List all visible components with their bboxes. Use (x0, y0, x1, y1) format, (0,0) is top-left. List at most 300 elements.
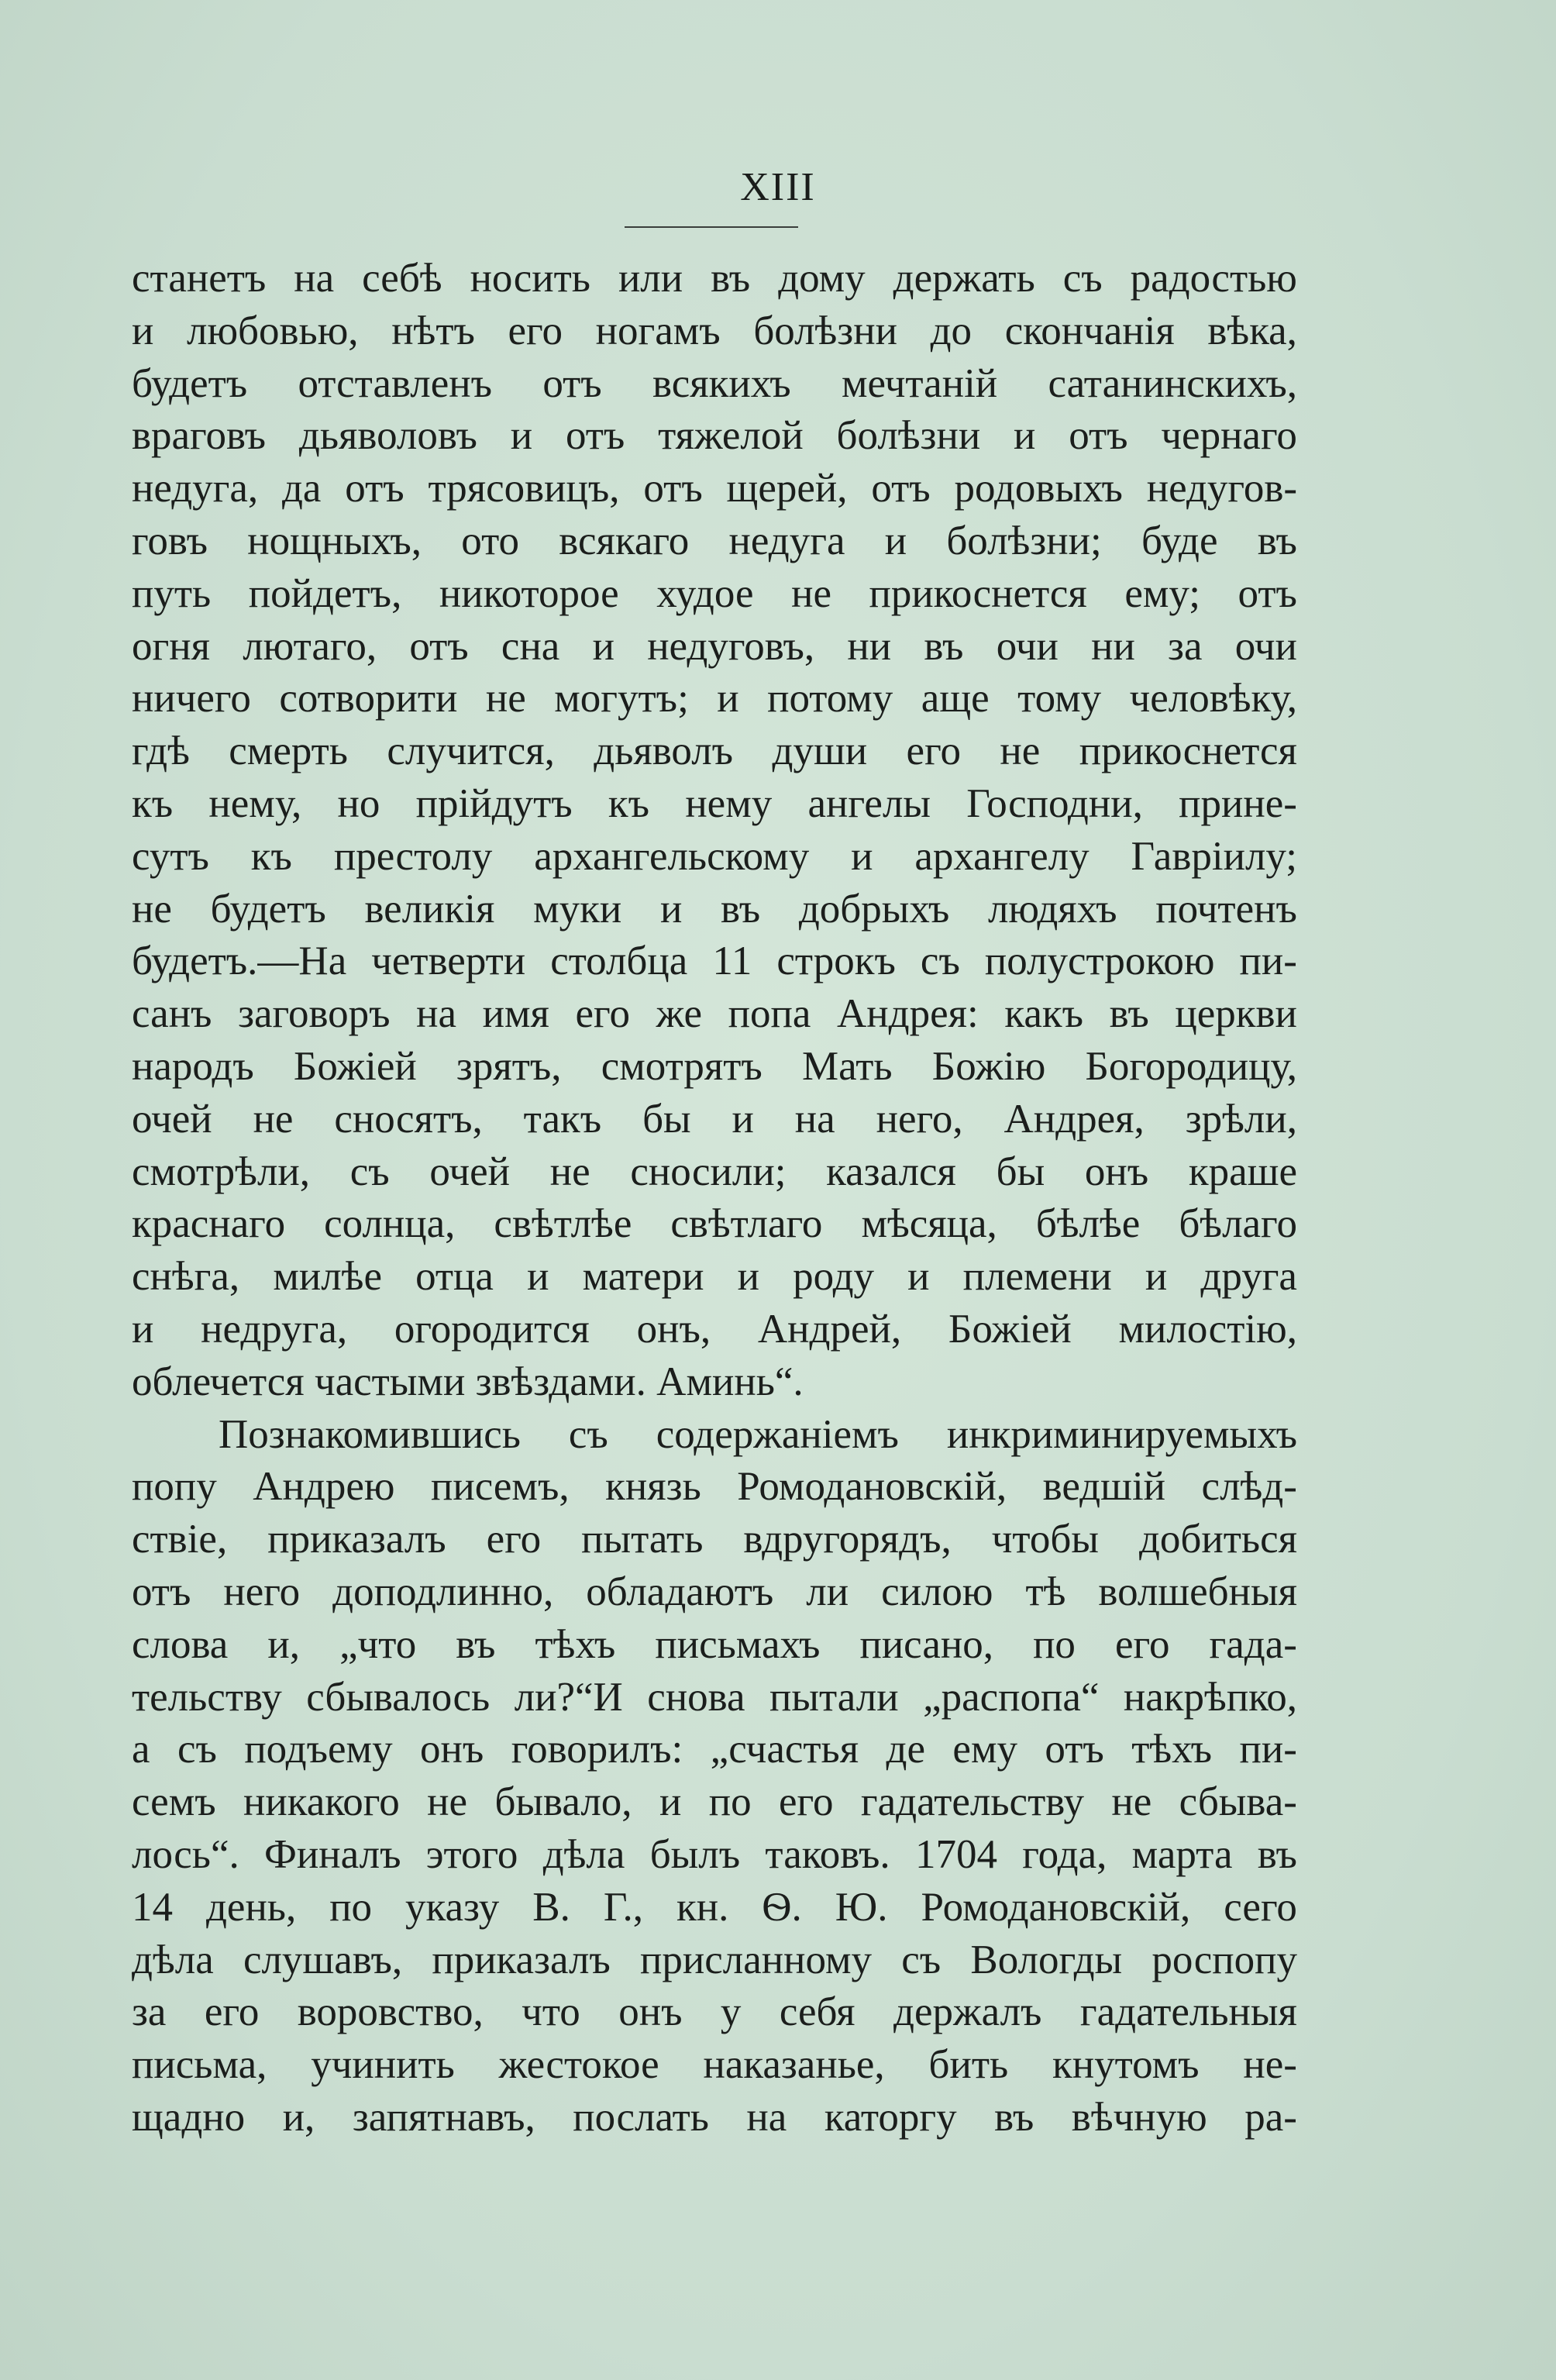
word: въ (711, 256, 751, 301)
word: сбыва- (1179, 1779, 1297, 1825)
word: гада- (1209, 1621, 1297, 1667)
word: краснаго (132, 1201, 286, 1247)
word: слушавъ, (243, 1937, 403, 1982)
word: В. (532, 1884, 570, 1930)
word: письма, (132, 2042, 267, 2088)
word: обладаютъ (586, 1569, 774, 1614)
word: 14 (132, 1884, 173, 1930)
word: отъ (565, 413, 625, 459)
word: муки (533, 886, 622, 932)
word: бѣлѣе (1035, 1201, 1141, 1247)
word: ли?“И (514, 1674, 623, 1720)
text-line (132, 1304, 1297, 1356)
word: бывало, (494, 1779, 632, 1825)
word: на (746, 2094, 787, 2140)
word: а (132, 1727, 150, 1772)
word: Ромодановскій, (737, 1464, 1007, 1510)
word: указу (405, 1884, 500, 1930)
word: людяхъ (987, 886, 1117, 932)
word: отставленъ (298, 360, 493, 406)
word: свѣтлѣе (494, 1201, 632, 1247)
word: тѣ (1025, 1569, 1066, 1614)
word: столбца (550, 939, 688, 984)
word: ему; (1124, 570, 1200, 616)
word: былъ (649, 1831, 741, 1877)
word: его (204, 1989, 260, 2035)
word: всякаго (559, 518, 690, 563)
word: ему (952, 1727, 1017, 1772)
word: волшебныя (1098, 1569, 1297, 1614)
word: зрѣли, (1185, 1096, 1297, 1142)
word: къ (608, 780, 650, 826)
word: князь (605, 1464, 701, 1510)
word: ангелы (807, 780, 931, 826)
word: онъ (1084, 1149, 1149, 1194)
word: по (329, 1884, 373, 1930)
word: Божіей (293, 1043, 417, 1089)
text-line (132, 988, 1297, 1041)
word: таковъ. (765, 1831, 890, 1877)
word: себя (779, 1989, 855, 2035)
word: въ (1257, 518, 1297, 563)
word: его (779, 1779, 834, 1825)
word: держать (893, 256, 1035, 301)
word: души (772, 728, 868, 774)
word: прине- (1179, 780, 1297, 826)
word: почтенъ (1155, 886, 1297, 932)
word: попа (728, 991, 811, 1037)
text-line (132, 1672, 1297, 1724)
word: роспопу (1152, 1937, 1297, 1982)
word: силою (881, 1569, 993, 1614)
word: прикоснется (1079, 728, 1297, 774)
word: краше (1188, 1149, 1297, 1194)
word: чернаго (1161, 413, 1297, 459)
word: 1704 (914, 1831, 997, 1877)
word: „распопа“ (923, 1674, 1100, 1720)
word: съ (568, 1411, 608, 1457)
word: марта (1131, 1831, 1233, 1877)
word: пытали (769, 1674, 899, 1720)
text-line (132, 725, 1297, 778)
word: огородится (394, 1306, 590, 1352)
word: недугов- (1146, 466, 1297, 511)
word: строкъ (776, 939, 896, 984)
word: слова (132, 1621, 229, 1667)
word: не (791, 570, 831, 616)
word: ра- (1244, 2094, 1297, 2140)
word: Вологды (970, 1937, 1123, 1982)
word: казался (826, 1149, 956, 1194)
word: архангелу (914, 833, 1090, 879)
word: ничего (132, 676, 251, 722)
text-line (132, 1146, 1297, 1199)
word: никакого (243, 1779, 400, 1825)
word: гадательству (860, 1779, 1084, 1825)
word: племени (962, 1254, 1112, 1300)
word: или (618, 256, 683, 301)
word: и (132, 1306, 154, 1352)
text-line (132, 621, 1297, 673)
word: не- (1243, 2042, 1297, 2088)
text-line (132, 1356, 1297, 1409)
word: архангельскому (534, 833, 810, 879)
word: Гавріилу; (1131, 833, 1297, 879)
word: недуговъ, (647, 623, 815, 669)
word: „что (339, 1621, 417, 1667)
word: воровство, (297, 1989, 484, 2035)
word: въ (1257, 1831, 1297, 1877)
word: не (549, 1149, 590, 1194)
text-line (132, 253, 1297, 305)
word: какъ (1004, 991, 1084, 1037)
word: накрѣпко, (1123, 1674, 1297, 1720)
word: отъ (871, 466, 931, 511)
word: народъ (132, 1043, 254, 1089)
word: не (132, 886, 172, 932)
word: Ю. (835, 1884, 888, 1930)
word: писемъ, (431, 1464, 570, 1510)
word: аще (921, 676, 990, 722)
word: семъ (132, 1779, 216, 1825)
word: наказанье, (703, 2042, 885, 2088)
word: смотрѣли, (132, 1149, 311, 1194)
word: говорилъ: (511, 1727, 683, 1772)
word: нему (685, 780, 773, 826)
word: на (794, 1096, 835, 1142)
word: мечтаній (841, 360, 998, 406)
word: попу (132, 1464, 217, 1510)
word: подъему (244, 1727, 393, 1772)
word: онъ, (636, 1306, 711, 1352)
text-line (132, 1724, 1297, 1776)
word: кн. (676, 1884, 729, 1930)
word: не (253, 1096, 294, 1142)
word: худое (656, 570, 754, 616)
word: этого (425, 1831, 518, 1877)
word: „счастья (710, 1727, 859, 1772)
word: будетъ (132, 360, 248, 406)
word: слѣд- (1201, 1464, 1297, 1510)
word: потому (767, 676, 893, 722)
word: сутъ (132, 833, 209, 879)
word: гадательныя (1079, 1989, 1297, 2035)
word: очи (996, 623, 1059, 669)
word: него (223, 1569, 301, 1614)
word: жестокое (498, 2042, 659, 2088)
word: нощныхъ, (247, 518, 422, 563)
word: не (485, 676, 526, 722)
word: будетъ (210, 886, 326, 932)
word: смотрятъ (601, 1043, 763, 1089)
word: ведшій (1042, 1464, 1166, 1510)
word: не (427, 1779, 468, 1825)
word: роду (793, 1254, 875, 1300)
word: будетъ.—На (132, 939, 347, 984)
word: нѣтъ (391, 308, 475, 353)
word: отъ (409, 623, 469, 669)
word: ногамъ (595, 308, 721, 353)
word: себѣ (362, 256, 442, 301)
word: же (656, 991, 703, 1037)
word: Ѳ. (762, 1884, 802, 1930)
word: съ (901, 1937, 942, 1982)
word: сна (501, 623, 560, 669)
word: гдѣ (132, 728, 190, 774)
text-line (132, 1882, 1297, 1934)
word: года, (1022, 1831, 1107, 1877)
word: запятнавъ, (352, 2094, 535, 2140)
word: съ (177, 1727, 217, 1772)
word: ни (847, 623, 892, 669)
word: и (592, 623, 614, 669)
word: отъ (1069, 413, 1128, 459)
word: день, (205, 1884, 297, 1930)
word: въ (924, 623, 964, 669)
word: съ (920, 939, 960, 984)
word: 11 (712, 939, 752, 984)
word: къ (132, 780, 174, 826)
word: полустрокою (984, 939, 1215, 984)
word: въ (994, 2094, 1034, 2140)
word: смерть (229, 728, 348, 774)
word: держалъ (893, 1989, 1042, 2035)
text-line (132, 1566, 1297, 1619)
word: бы (996, 1149, 1045, 1194)
word: бить (928, 2042, 1009, 2088)
word: станетъ (132, 256, 267, 301)
word: родовыхъ (954, 466, 1123, 511)
word: него, (876, 1096, 963, 1142)
text-line (132, 1198, 1297, 1251)
word: съ (1062, 256, 1103, 301)
word: по (1033, 1621, 1076, 1667)
word: радостью (1130, 256, 1297, 301)
word: тѣхъ (1131, 1727, 1213, 1772)
word: въ (721, 886, 761, 932)
word: каторгу (824, 2094, 957, 2140)
text-line (132, 515, 1297, 568)
text-line (132, 1094, 1297, 1146)
line-text: облечется частыми звѣздами. Аминь“. (132, 1359, 804, 1404)
text-line (132, 305, 1297, 358)
word: недуга (728, 518, 845, 563)
word: за (1168, 623, 1203, 669)
word: враговъ (132, 413, 267, 459)
word: тельству (132, 1674, 282, 1720)
text-line (132, 935, 1297, 988)
word: пытать (581, 1517, 704, 1562)
word: отъ (643, 466, 703, 511)
word: Ромодановскій, (921, 1884, 1191, 1930)
word: не (1111, 1779, 1152, 1825)
word: письмахъ (655, 1621, 821, 1667)
text-line (132, 2092, 1297, 2144)
text-line (132, 883, 1297, 936)
word: Познакомившись (219, 1411, 521, 1457)
word: и (732, 1096, 754, 1142)
word: болѣзни; (946, 518, 1102, 563)
word: никоторое (439, 570, 619, 616)
body-text (132, 253, 1297, 2144)
word: и (907, 1254, 930, 1300)
page-number: XIII (740, 165, 816, 209)
word: сотворити (279, 676, 458, 722)
word: его (508, 308, 563, 353)
word: матери (582, 1254, 704, 1300)
word: чтобы (991, 1517, 1099, 1562)
word: вѣчную (1071, 2094, 1207, 2140)
word: дьяволъ (594, 728, 734, 774)
word: снѣга, (132, 1254, 240, 1300)
word: бѣлаго (1179, 1201, 1297, 1247)
word: свѣтлаго (670, 1201, 823, 1247)
word: кнутомъ (1052, 2042, 1200, 2088)
word: мѣсяца, (861, 1201, 997, 1247)
word: добиться (1138, 1517, 1297, 1562)
word: его (906, 728, 961, 774)
word: буде (1141, 518, 1218, 563)
word: тяжелой (658, 413, 804, 459)
text-line (132, 1619, 1297, 1672)
text-line (132, 1409, 1297, 1462)
text-line (132, 358, 1297, 411)
text-line (132, 1514, 1297, 1566)
word: Мать (801, 1043, 893, 1089)
word: милѣе (273, 1254, 382, 1300)
word: присланному (640, 1937, 873, 1982)
word: пи- (1239, 1727, 1297, 1772)
word: писано, (859, 1621, 993, 1667)
word: щерей, (726, 466, 848, 511)
word: къ (250, 833, 292, 879)
word: Андрея: (837, 991, 979, 1037)
word: отъ (132, 1569, 191, 1614)
word: не (1000, 728, 1041, 774)
word: щадно (132, 2094, 246, 2140)
word: носить (470, 256, 590, 301)
text-line (132, 568, 1297, 621)
word: онъ (420, 1727, 484, 1772)
word: и (884, 518, 907, 563)
word: очей (429, 1149, 511, 1194)
word: Андрею (253, 1464, 395, 1510)
word: дому (778, 256, 866, 301)
text-line (132, 831, 1297, 883)
word: огня (132, 623, 210, 669)
word: прійдутъ (415, 780, 573, 826)
text-line (132, 673, 1297, 725)
word: ото (461, 518, 520, 563)
word: снова (647, 1674, 745, 1720)
word: сбывалось (306, 1674, 491, 1720)
word: скончанія (1004, 308, 1175, 353)
word: болѣзни (753, 308, 897, 353)
word: и, (267, 1621, 301, 1667)
word: сносили; (630, 1149, 787, 1194)
word: съ (349, 1149, 390, 1194)
word: тѣхъ (535, 1621, 616, 1667)
word: человѣку, (1129, 676, 1297, 722)
word: сатанинскихъ, (1048, 360, 1297, 406)
text-line (132, 1934, 1297, 1987)
word: учинить (311, 2042, 455, 2088)
word: пойдетъ, (248, 570, 402, 616)
word: имя (482, 991, 549, 1037)
word: на (294, 256, 335, 301)
word: прикоснется (869, 570, 1087, 616)
word: вдругорядъ, (743, 1517, 952, 1562)
word: милостію, (1118, 1306, 1297, 1352)
word: четверти (371, 939, 526, 984)
text-line (132, 1776, 1297, 1829)
word: на (416, 991, 457, 1037)
word: вѣка, (1207, 308, 1297, 353)
word: очей (132, 1096, 212, 1142)
word: по (708, 1779, 752, 1825)
word: доподлинно, (332, 1569, 554, 1614)
word: Господни, (966, 780, 1143, 826)
word: могутъ; (554, 676, 689, 722)
word: послать (573, 2094, 709, 2140)
word: и (659, 886, 683, 932)
text-line (132, 778, 1297, 831)
word: санъ (132, 991, 212, 1037)
word: инкриминируемыхъ (946, 1411, 1297, 1457)
word: такъ (523, 1096, 602, 1142)
word: содержаніемъ (656, 1411, 899, 1457)
word: добрыхъ (798, 886, 950, 932)
text-line (132, 410, 1297, 463)
word: всякихъ (652, 360, 791, 406)
word: въ (1109, 991, 1149, 1037)
word: ни (1091, 623, 1135, 669)
word: сносятъ, (334, 1096, 483, 1142)
word: онъ (618, 1989, 683, 2035)
word: сего (1224, 1884, 1297, 1930)
word: трясовицъ, (428, 466, 620, 511)
word: и (737, 1254, 759, 1300)
word: ствіе, (132, 1517, 228, 1562)
word: Божіей (948, 1306, 1072, 1352)
word: Богородицу, (1085, 1043, 1297, 1089)
word: и (1014, 413, 1036, 459)
word: отъ (1045, 1727, 1104, 1772)
text-line (132, 1041, 1297, 1094)
word: приказалъ (267, 1517, 446, 1562)
word: нему, (208, 780, 302, 826)
text-line (132, 463, 1297, 515)
word: бы (642, 1096, 691, 1142)
word: лютаго, (243, 623, 377, 669)
word: недруга, (201, 1306, 348, 1352)
word: за (132, 1989, 167, 2035)
word: и (510, 413, 533, 459)
header-rule (625, 226, 798, 228)
word: и (717, 676, 739, 722)
word: заговоръ (238, 991, 391, 1037)
word: дьяволовъ (298, 413, 477, 459)
word: но (337, 780, 380, 826)
word: отца (415, 1254, 494, 1300)
text-line (132, 2039, 1297, 2092)
word: солнца, (324, 1201, 456, 1247)
word: отъ (542, 360, 602, 406)
word: его (575, 991, 630, 1037)
word: Г., (603, 1884, 643, 1930)
text-line (132, 1251, 1297, 1304)
word: Финалъ (264, 1831, 401, 1877)
